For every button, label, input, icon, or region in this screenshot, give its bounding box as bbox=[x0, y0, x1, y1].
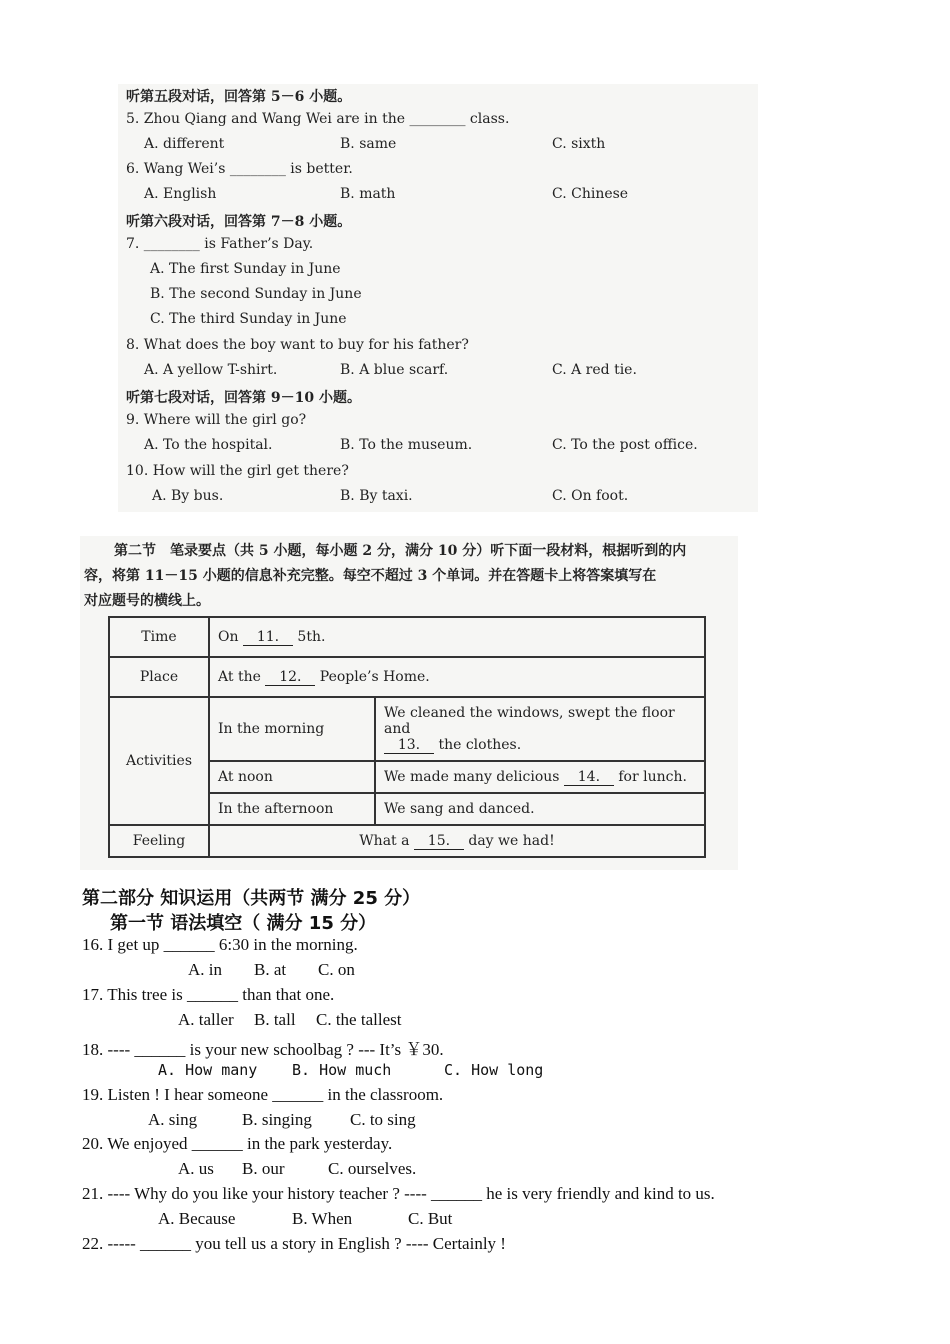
blank-13: 13. bbox=[384, 737, 434, 754]
table-row-time bbox=[109, 617, 705, 657]
question-18: 18. ---- ______ is your new schoolbag ? --- It’s ￥30. bbox=[82, 1040, 444, 1059]
option-21a: A. Because bbox=[158, 1209, 236, 1228]
question-6: 6. Wang Wei’s ________ is better. bbox=[126, 161, 353, 177]
time-label: Time bbox=[109, 617, 209, 657]
option-7a: A. The first Sunday in June bbox=[150, 261, 341, 277]
option-8a: A. A yellow T-shirt. bbox=[144, 362, 278, 378]
morning-value: We cleaned the windows, swept the floor and 13. the clothes. bbox=[375, 697, 705, 761]
question-21: 21. ---- Why do you like your history teacher ? ---- ______ he is very friendly and kind to us. bbox=[82, 1184, 715, 1203]
question-16: 16. I get up ______ 6:30 in the morning. bbox=[82, 935, 358, 954]
option-16a: A. in bbox=[188, 960, 222, 979]
section2-line3: 对应题号的横线上。 bbox=[84, 593, 210, 609]
option-7c: C. The third Sunday in June bbox=[150, 311, 347, 327]
option-9b: B. To the museum. bbox=[340, 437, 473, 453]
option-10a: A. By bus. bbox=[152, 488, 224, 504]
option-10c: C. On foot. bbox=[552, 488, 629, 504]
option-17c: C. the tallest bbox=[316, 1010, 402, 1029]
option-17a: A. taller bbox=[178, 1010, 234, 1029]
option-7b: B. The second Sunday in June bbox=[150, 286, 362, 302]
option-9a: A. To the hospital. bbox=[144, 437, 273, 453]
blank-14: 14. bbox=[564, 769, 614, 786]
part2-subtitle: 第一节 语法填空（ 满分 15 分） bbox=[110, 913, 377, 934]
place-label: Place bbox=[109, 657, 209, 697]
afternoon-value: We sang and danced. bbox=[375, 793, 705, 825]
blank-15: 15. bbox=[414, 833, 464, 850]
option-6b: B. math bbox=[340, 186, 396, 202]
option-20a: A. us bbox=[178, 1159, 214, 1178]
part2-title: 第二部分 知识运用（共两节 满分 25 分） bbox=[82, 888, 421, 909]
option-19a: A. sing bbox=[148, 1110, 198, 1129]
note-taking-scan bbox=[80, 536, 738, 870]
blank-11: 11. bbox=[243, 629, 293, 646]
option-19b: B. singing bbox=[242, 1110, 312, 1129]
option-20c: C. ourselves. bbox=[328, 1159, 417, 1178]
option-5b: B. same bbox=[340, 136, 397, 152]
table-row-feeling bbox=[109, 825, 705, 857]
option-5a: A. different bbox=[144, 136, 225, 152]
place-value: At the 12. People’s Home. bbox=[209, 657, 705, 697]
table-row-morning bbox=[109, 697, 705, 761]
question-17: 17. This tree is ______ than that one. bbox=[82, 985, 335, 1004]
option-18c: C. How long bbox=[444, 1061, 544, 1079]
option-18a: A. How many bbox=[158, 1061, 258, 1079]
option-17b: B. tall bbox=[254, 1010, 296, 1029]
option-19c: C. to sing bbox=[350, 1110, 416, 1129]
question-19: 19. Listen ! I hear someone ______ in the classroom. bbox=[82, 1085, 444, 1104]
noon-value: We made many delicious 14. for lunch. bbox=[375, 761, 705, 793]
option-9c: C. To the post office. bbox=[552, 437, 698, 453]
question-10: 10. How will the girl get there? bbox=[126, 463, 349, 479]
option-8c: C. A red tie. bbox=[552, 362, 637, 378]
section-heading-6: 听第六段对话，回答第 7－8 小题。 bbox=[126, 214, 352, 230]
morning-label: In the morning bbox=[209, 697, 375, 761]
section2-line1: 第二节 笔录要点（共 5 小题，每小题 2 分，满分 10 分）听下面一段材料，根据听到的内 bbox=[114, 543, 687, 559]
activities-label: Activities bbox=[109, 697, 209, 825]
option-6c: C. Chinese bbox=[552, 186, 629, 202]
option-18b: B. How much bbox=[292, 1061, 392, 1079]
noon-label: At noon bbox=[209, 761, 375, 793]
section-heading-7: 听第七段对话，回答第 9－10 小题。 bbox=[126, 390, 361, 406]
option-10b: B. By taxi. bbox=[340, 488, 413, 504]
option-6a: A. English bbox=[144, 186, 217, 202]
listening-scan bbox=[118, 84, 758, 512]
option-20b: B. our bbox=[242, 1159, 285, 1178]
time-value: On 11. 5th. bbox=[209, 617, 705, 657]
option-16b: B. at bbox=[254, 960, 287, 979]
section2-line2: 容，将第 11－15 小题的信息补充完整。每空不超过 3 个单词。并在答题卡上将答案填写在 bbox=[84, 568, 657, 584]
feeling-label: Feeling bbox=[109, 825, 209, 857]
option-5c: C. sixth bbox=[552, 136, 606, 152]
info-table bbox=[108, 616, 706, 858]
question-5: 5. Zhou Qiang and Wang Wei are in the ________ class. bbox=[126, 111, 510, 127]
option-16c: C. on bbox=[318, 960, 355, 979]
question-22: 22. ----- ______ you tell us a story in English ? ---- Certainly ! bbox=[82, 1234, 506, 1253]
question-9: 9. Where will the girl go? bbox=[126, 412, 307, 428]
question-8: 8. What does the boy want to buy for his father? bbox=[126, 337, 469, 353]
blank-12: 12. bbox=[265, 669, 315, 686]
section-heading-5: 听第五段对话，回答第 5－6 小题。 bbox=[126, 89, 352, 105]
table-row-place bbox=[109, 657, 705, 697]
afternoon-label: In the afternoon bbox=[209, 793, 375, 825]
option-8b: B. A blue scarf. bbox=[340, 362, 449, 378]
option-21b: B. When bbox=[292, 1209, 353, 1228]
question-7: 7. ________ is Father’s Day. bbox=[126, 236, 314, 252]
feeling-value: What a 15. day we had! bbox=[209, 825, 705, 857]
question-20: 20. We enjoyed ______ in the park yesterday. bbox=[82, 1134, 393, 1153]
option-21c: C. But bbox=[408, 1209, 453, 1228]
